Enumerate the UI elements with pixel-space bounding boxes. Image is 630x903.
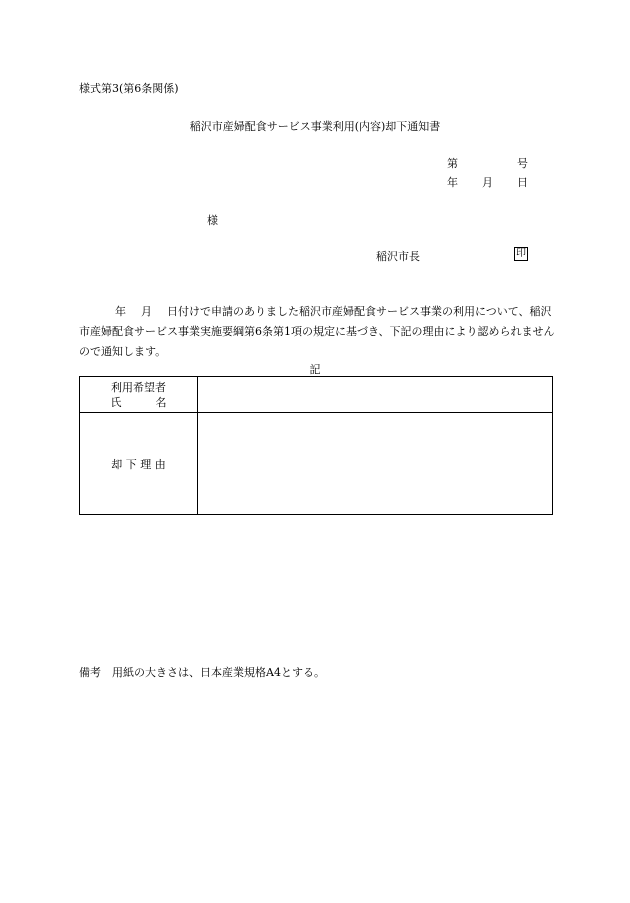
form-number: 様式第3(第6条関係) bbox=[79, 82, 179, 95]
name-label-second: 名 bbox=[155, 395, 167, 409]
reason-label: 却 下 理 由 bbox=[80, 413, 198, 515]
rejection-table bbox=[79, 376, 553, 515]
addressee-honorific: 様 bbox=[207, 214, 218, 227]
applicant-label: 利用希望者 bbox=[111, 380, 166, 394]
footnote: 備考 用紙の大きさは、日本産業規格A4とする。 bbox=[79, 666, 325, 679]
date-month-label: 月 bbox=[482, 176, 493, 189]
name-label-first: 氏 bbox=[110, 395, 122, 409]
ki-heading: 記 bbox=[309, 363, 321, 376]
document-title: 稲沢市産婦配食サービス事業利用(内容)却下通知書 bbox=[189, 120, 441, 133]
issuer-name: 稲沢市長 bbox=[376, 250, 420, 263]
applicant-name-field[interactable] bbox=[198, 377, 553, 413]
applicant-label-cell bbox=[80, 377, 198, 413]
body-year: 年 bbox=[115, 305, 126, 318]
body-month: 月 bbox=[141, 305, 152, 318]
name-label bbox=[80, 395, 197, 410]
seal-stamp: 印 bbox=[516, 248, 526, 259]
body-text: 日付けで申請のありました稲沢市産婦配食サービス事業の利用について、稲沢市産婦配食サービス事業実施要綱第6条第1項の規定に基づき、下記の理由により認められませんので通知します。 bbox=[79, 305, 555, 358]
reason-field[interactable] bbox=[198, 413, 553, 515]
applicant-row bbox=[80, 377, 553, 413]
notice-body bbox=[79, 302, 557, 362]
date-day-label: 日 bbox=[517, 176, 528, 189]
reference-number-suffix: 号 bbox=[517, 157, 528, 170]
date-year-label: 年 bbox=[447, 176, 458, 189]
reason-row bbox=[80, 413, 553, 515]
reference-number-prefix: 第 bbox=[447, 157, 458, 170]
